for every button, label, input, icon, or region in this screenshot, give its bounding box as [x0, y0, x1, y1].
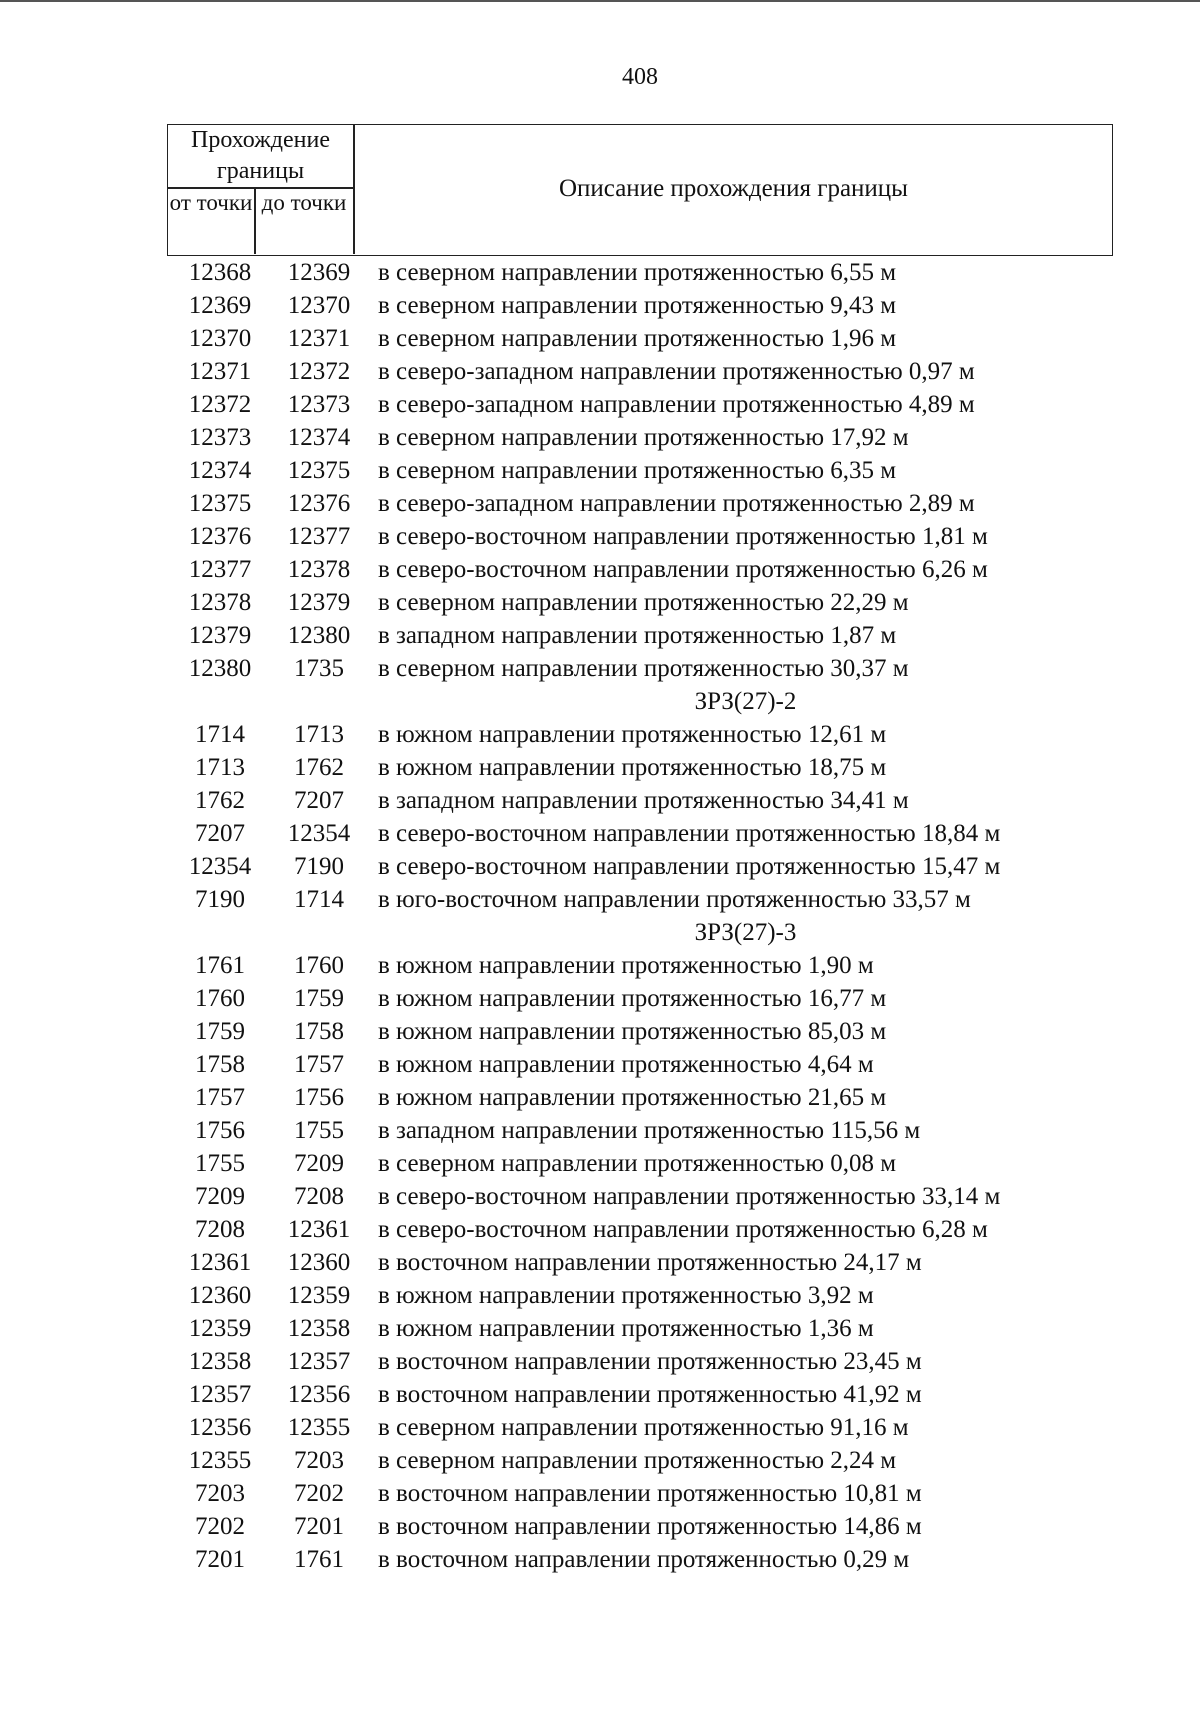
description-cell: в северном направлении протяженностью 91,16 м — [378, 1414, 909, 1441]
table-row — [0, 619, 1200, 652]
table-row — [0, 586, 1200, 619]
header-from-point: от точки — [169, 190, 253, 215]
from-point-cell: 12370 — [188, 325, 252, 352]
table-row — [0, 1312, 1200, 1345]
table-row — [0, 751, 1200, 784]
to-point-cell: 1760 — [294, 952, 344, 979]
from-point-cell: 1713 — [195, 754, 245, 781]
table-row — [0, 520, 1200, 553]
description-cell: в восточном направлении протяженностью 14,86 м — [378, 1513, 922, 1540]
to-point-cell: 12376 — [287, 490, 351, 517]
table-row — [0, 718, 1200, 751]
description-cell: в северо-восточном направлении протяженностью 18,84 м — [378, 820, 1001, 847]
description-cell: в северном направлении протяженностью 2,24 м — [378, 1447, 897, 1474]
description-cell: в восточном направлении протяженностью 41,92 м — [378, 1381, 922, 1408]
from-point-cell: 7190 — [195, 886, 245, 913]
page-number: 408 — [622, 64, 658, 90]
table-row — [0, 1378, 1200, 1411]
table-row — [0, 1081, 1200, 1114]
description-cell: в северо-западном направлении протяженностью 4,89 м — [378, 391, 975, 418]
description-cell: в северном направлении протяженностью 1,96 м — [378, 325, 897, 352]
from-point-cell: 7203 — [195, 1480, 245, 1507]
from-point-cell: 1757 — [195, 1084, 245, 1111]
from-point-cell: 1758 — [195, 1051, 245, 1078]
description-cell: в северном направлении протяженностью 17,92 м — [378, 424, 909, 451]
description-cell: в восточном направлении протяженностью 0,29 м — [378, 1546, 910, 1573]
table-row — [0, 1345, 1200, 1378]
table-row — [0, 1444, 1200, 1477]
to-point-cell: 1757 — [294, 1051, 344, 1078]
to-point-cell: 12373 — [287, 391, 351, 418]
table-row — [0, 1477, 1200, 1510]
from-point-cell: 7201 — [195, 1546, 245, 1573]
description-cell: в северном направлении протяженностью 6,35 м — [378, 457, 897, 484]
from-point-cell: 12359 — [188, 1315, 252, 1342]
from-point-cell: 12375 — [188, 490, 252, 517]
to-point-cell: 1759 — [294, 985, 344, 1012]
description-cell: в западном направлении протяженностью 1,87 м — [378, 622, 897, 649]
description-cell: в восточном направлении протяженностью 24,17 м — [378, 1249, 922, 1276]
to-point-cell: 12369 — [287, 259, 351, 286]
to-point-cell: 7203 — [294, 1447, 344, 1474]
from-point-cell: 12360 — [188, 1282, 252, 1309]
description-cell: в южном направлении протяженностью 1,90 м — [378, 952, 874, 979]
description-cell: в северо-восточном направлении протяженностью 33,14 м — [378, 1183, 1001, 1210]
from-point-cell: 12377 — [188, 556, 252, 583]
to-point-cell: 12380 — [287, 622, 351, 649]
from-point-cell: 1756 — [195, 1117, 245, 1144]
table-row — [0, 1246, 1200, 1279]
to-point-cell: 1714 — [294, 886, 344, 913]
description-cell: в южном направлении протяженностью 4,64 м — [378, 1051, 874, 1078]
from-point-cell: 1755 — [195, 1150, 245, 1177]
to-point-cell: 7208 — [294, 1183, 344, 1210]
table-row — [0, 289, 1200, 322]
table-row — [0, 421, 1200, 454]
table-row — [0, 355, 1200, 388]
description-cell: в южном направлении протяженностью 16,77 м — [378, 985, 887, 1012]
from-point-cell: 12355 — [188, 1447, 252, 1474]
to-point-cell: 1761 — [294, 1546, 344, 1573]
description-cell: в северо-восточном направлении протяженностью 1,81 м — [378, 523, 988, 550]
table-row — [0, 1213, 1200, 1246]
from-point-cell: 7202 — [195, 1513, 245, 1540]
from-point-cell: 12354 — [188, 853, 252, 880]
to-point-cell: 12357 — [287, 1348, 351, 1375]
table-row — [0, 388, 1200, 421]
description-cell: в северо-восточном направлении протяженностью 15,47 м — [378, 853, 1001, 880]
to-point-cell: 12379 — [287, 589, 351, 616]
section-heading-row — [0, 685, 1200, 718]
table-row — [0, 850, 1200, 883]
to-point-cell: 12358 — [287, 1315, 351, 1342]
from-point-cell: 7208 — [195, 1216, 245, 1243]
description-cell: в южном направлении протяженностью 18,75 м — [378, 754, 887, 781]
table-row — [0, 1411, 1200, 1444]
from-point-cell: 12380 — [188, 655, 252, 682]
description-cell: в южном направлении протяженностью 21,65 м — [378, 1084, 887, 1111]
to-point-cell: 1713 — [294, 721, 344, 748]
table-row — [0, 1279, 1200, 1312]
to-point-cell: 12359 — [287, 1282, 351, 1309]
description-cell: в северо-западном направлении протяженностью 0,97 м — [378, 358, 975, 385]
description-cell: в северном направлении протяженностью 6,55 м — [378, 259, 897, 286]
table-row — [0, 1510, 1200, 1543]
from-point-cell: 12356 — [188, 1414, 252, 1441]
from-point-cell: 12369 — [188, 292, 252, 319]
from-point-cell: 1761 — [195, 952, 245, 979]
table-row — [0, 883, 1200, 916]
section-heading: ЗРЗ(27)-2 — [694, 688, 797, 715]
to-point-cell: 1758 — [294, 1018, 344, 1045]
header-group-title: Прохождение границы — [190, 127, 330, 184]
from-point-cell: 12357 — [188, 1381, 252, 1408]
to-point-cell: 12374 — [287, 424, 351, 451]
table-body — [0, 256, 1200, 1576]
from-point-cell: 12379 — [188, 622, 252, 649]
table-row — [0, 1147, 1200, 1180]
table-row — [0, 1543, 1200, 1576]
description-cell: в юго-восточном направлении протяженностью 33,57 м — [378, 886, 971, 913]
to-point-cell: 7190 — [294, 853, 344, 880]
description-cell: в северо-западном направлении протяженностью 2,89 м — [378, 490, 975, 517]
to-point-cell: 1755 — [294, 1117, 344, 1144]
table-row — [0, 1114, 1200, 1147]
to-point-cell: 12375 — [287, 457, 351, 484]
description-cell: в восточном направлении протяженностью 10,81 м — [378, 1480, 922, 1507]
to-point-cell: 12354 — [287, 820, 351, 847]
from-point-cell: 12368 — [188, 259, 252, 286]
from-point-cell: 1762 — [195, 787, 245, 814]
table-row — [0, 454, 1200, 487]
table-row — [0, 652, 1200, 685]
from-point-cell: 7207 — [195, 820, 245, 847]
description-cell: в северо-восточном направлении протяженностью 6,28 м — [378, 1216, 988, 1243]
description-cell: в северном направлении протяженностью 9,43 м — [378, 292, 897, 319]
table-row — [0, 322, 1200, 355]
to-point-cell: 12378 — [287, 556, 351, 583]
to-point-cell: 12356 — [287, 1381, 351, 1408]
description-cell: в южном направлении протяженностью 1,36 м — [378, 1315, 874, 1342]
description-cell: в северном направлении протяженностью 30,37 м — [378, 655, 909, 682]
to-point-cell: 12360 — [287, 1249, 351, 1276]
page-top-edge — [0, 0, 1200, 2]
header-description: Описание прохождения границы — [559, 175, 908, 202]
table-row — [0, 487, 1200, 520]
to-point-cell: 12371 — [287, 325, 351, 352]
from-point-cell: 1759 — [195, 1018, 245, 1045]
to-point-cell: 7207 — [294, 787, 344, 814]
table-row — [0, 817, 1200, 850]
to-point-cell: 12355 — [287, 1414, 351, 1441]
description-cell: в северном направлении протяженностью 22,29 м — [378, 589, 909, 616]
from-point-cell: 12373 — [188, 424, 252, 451]
from-point-cell: 12372 — [188, 391, 252, 418]
description-cell: в северо-восточном направлении протяженностью 6,26 м — [378, 556, 988, 583]
from-point-cell: 12374 — [188, 457, 252, 484]
table-row — [0, 982, 1200, 1015]
table-row — [0, 1048, 1200, 1081]
table-row — [0, 949, 1200, 982]
description-cell: в западном направлении протяженностью 34,41 м — [378, 787, 909, 814]
description-cell: в восточном направлении протяженностью 23,45 м — [378, 1348, 922, 1375]
to-point-cell: 7202 — [294, 1480, 344, 1507]
from-point-cell: 12376 — [188, 523, 252, 550]
header-to-point: до точки — [261, 190, 347, 215]
from-point-cell: 1714 — [195, 721, 245, 748]
from-point-cell: 1760 — [195, 985, 245, 1012]
table-row — [0, 256, 1200, 289]
to-point-cell: 12370 — [287, 292, 351, 319]
table-header — [167, 124, 1113, 256]
from-point-cell: 12358 — [188, 1348, 252, 1375]
table-row — [0, 553, 1200, 586]
description-cell: в южном направлении протяженностью 3,92 м — [378, 1282, 874, 1309]
description-cell: в западном направлении протяженностью 115,56 м — [378, 1117, 921, 1144]
to-point-cell: 1762 — [294, 754, 344, 781]
to-point-cell: 1735 — [294, 655, 344, 682]
from-point-cell: 12361 — [188, 1249, 252, 1276]
from-point-cell: 12371 — [188, 358, 252, 385]
to-point-cell: 12361 — [287, 1216, 351, 1243]
to-point-cell: 12377 — [287, 523, 351, 550]
to-point-cell: 7201 — [294, 1513, 344, 1540]
section-heading: ЗРЗ(27)-3 — [694, 919, 797, 946]
table-row — [0, 1180, 1200, 1213]
description-cell: в южном направлении протяженностью 85,03 м — [378, 1018, 887, 1045]
to-point-cell: 7209 — [294, 1150, 344, 1177]
from-point-cell: 7209 — [195, 1183, 245, 1210]
table-row — [0, 784, 1200, 817]
to-point-cell: 1756 — [294, 1084, 344, 1111]
description-cell: в северном направлении протяженностью 0,08 м — [378, 1150, 897, 1177]
table-row — [0, 1015, 1200, 1048]
from-point-cell: 12378 — [188, 589, 252, 616]
section-heading-row — [0, 916, 1200, 949]
description-cell: в южном направлении протяженностью 12,61 м — [378, 721, 887, 748]
to-point-cell: 12372 — [287, 358, 351, 385]
